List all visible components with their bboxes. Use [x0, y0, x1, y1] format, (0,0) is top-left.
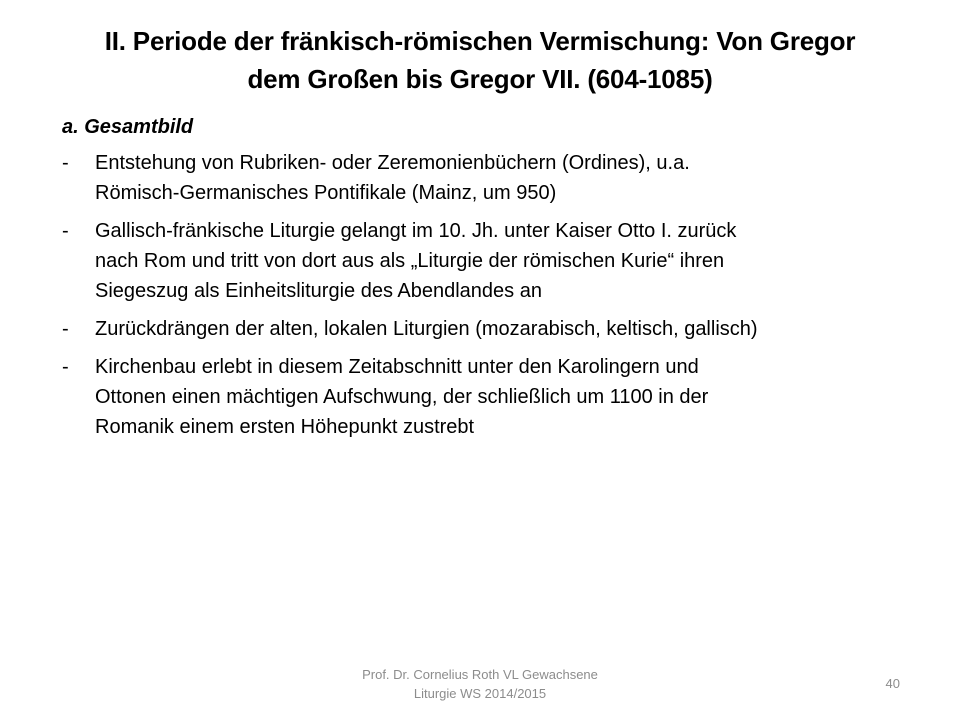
bullet-item: [62, 352, 922, 442]
bullet-line: Siegeszug als Einheitsliturgie des Abendlandes an: [95, 280, 542, 302]
slide-title-line-2: dem Großen bis Gregor VII. (604-1085): [247, 64, 713, 94]
page-number: 40: [885, 676, 900, 691]
slide-title-line-1: II. Periode der fränkisch-römischen Vermischung: Von Gregor: [104, 26, 856, 56]
bullet-marker: -: [62, 152, 69, 174]
bullet-line: Römisch-Germanisches Pontifikale (Mainz, um 950): [95, 182, 557, 204]
bullet-item: [62, 216, 922, 306]
footer-text: [330, 665, 630, 703]
bullet-line: Entstehung von Rubriken- oder Zeremonienbüchern (Ordines), u.a.: [95, 152, 690, 174]
bullet-marker: -: [62, 356, 69, 378]
bullet-line: Ottonen einen mächtigen Aufschwung, der schließlich um 1100 in der: [95, 386, 709, 408]
bullet-item: [62, 148, 922, 208]
slide-content: [62, 112, 922, 450]
footer-line-1: Prof. Dr. Cornelius Roth VL Gewachsene: [362, 667, 598, 682]
bullet-marker: -: [62, 318, 69, 340]
bullet-marker: -: [62, 220, 69, 242]
bullet-line: Kirchenbau erlebt in diesem Zeitabschnitt unter den Karolingern und: [95, 356, 699, 378]
slide-title: [60, 22, 900, 98]
subheading: a. Gesamtbild: [62, 116, 194, 138]
bullet-list: [62, 148, 922, 442]
bullet-item: [62, 314, 922, 344]
bullet-line: Zurückdrängen der alten, lokalen Liturgien (mozarabisch, keltisch, gallisch): [95, 318, 758, 340]
bullet-line: nach Rom und tritt von dort aus als „Liturgie der römischen Kurie“ ihren: [95, 250, 725, 272]
bullet-line: Gallisch-fränkische Liturgie gelangt im 10. Jh. unter Kaiser Otto I. zurück: [95, 220, 737, 242]
footer-line-2: Liturgie WS 2014/2015: [413, 686, 547, 701]
bullet-line: Romanik einem ersten Höhepunkt zustrebt: [95, 416, 475, 438]
